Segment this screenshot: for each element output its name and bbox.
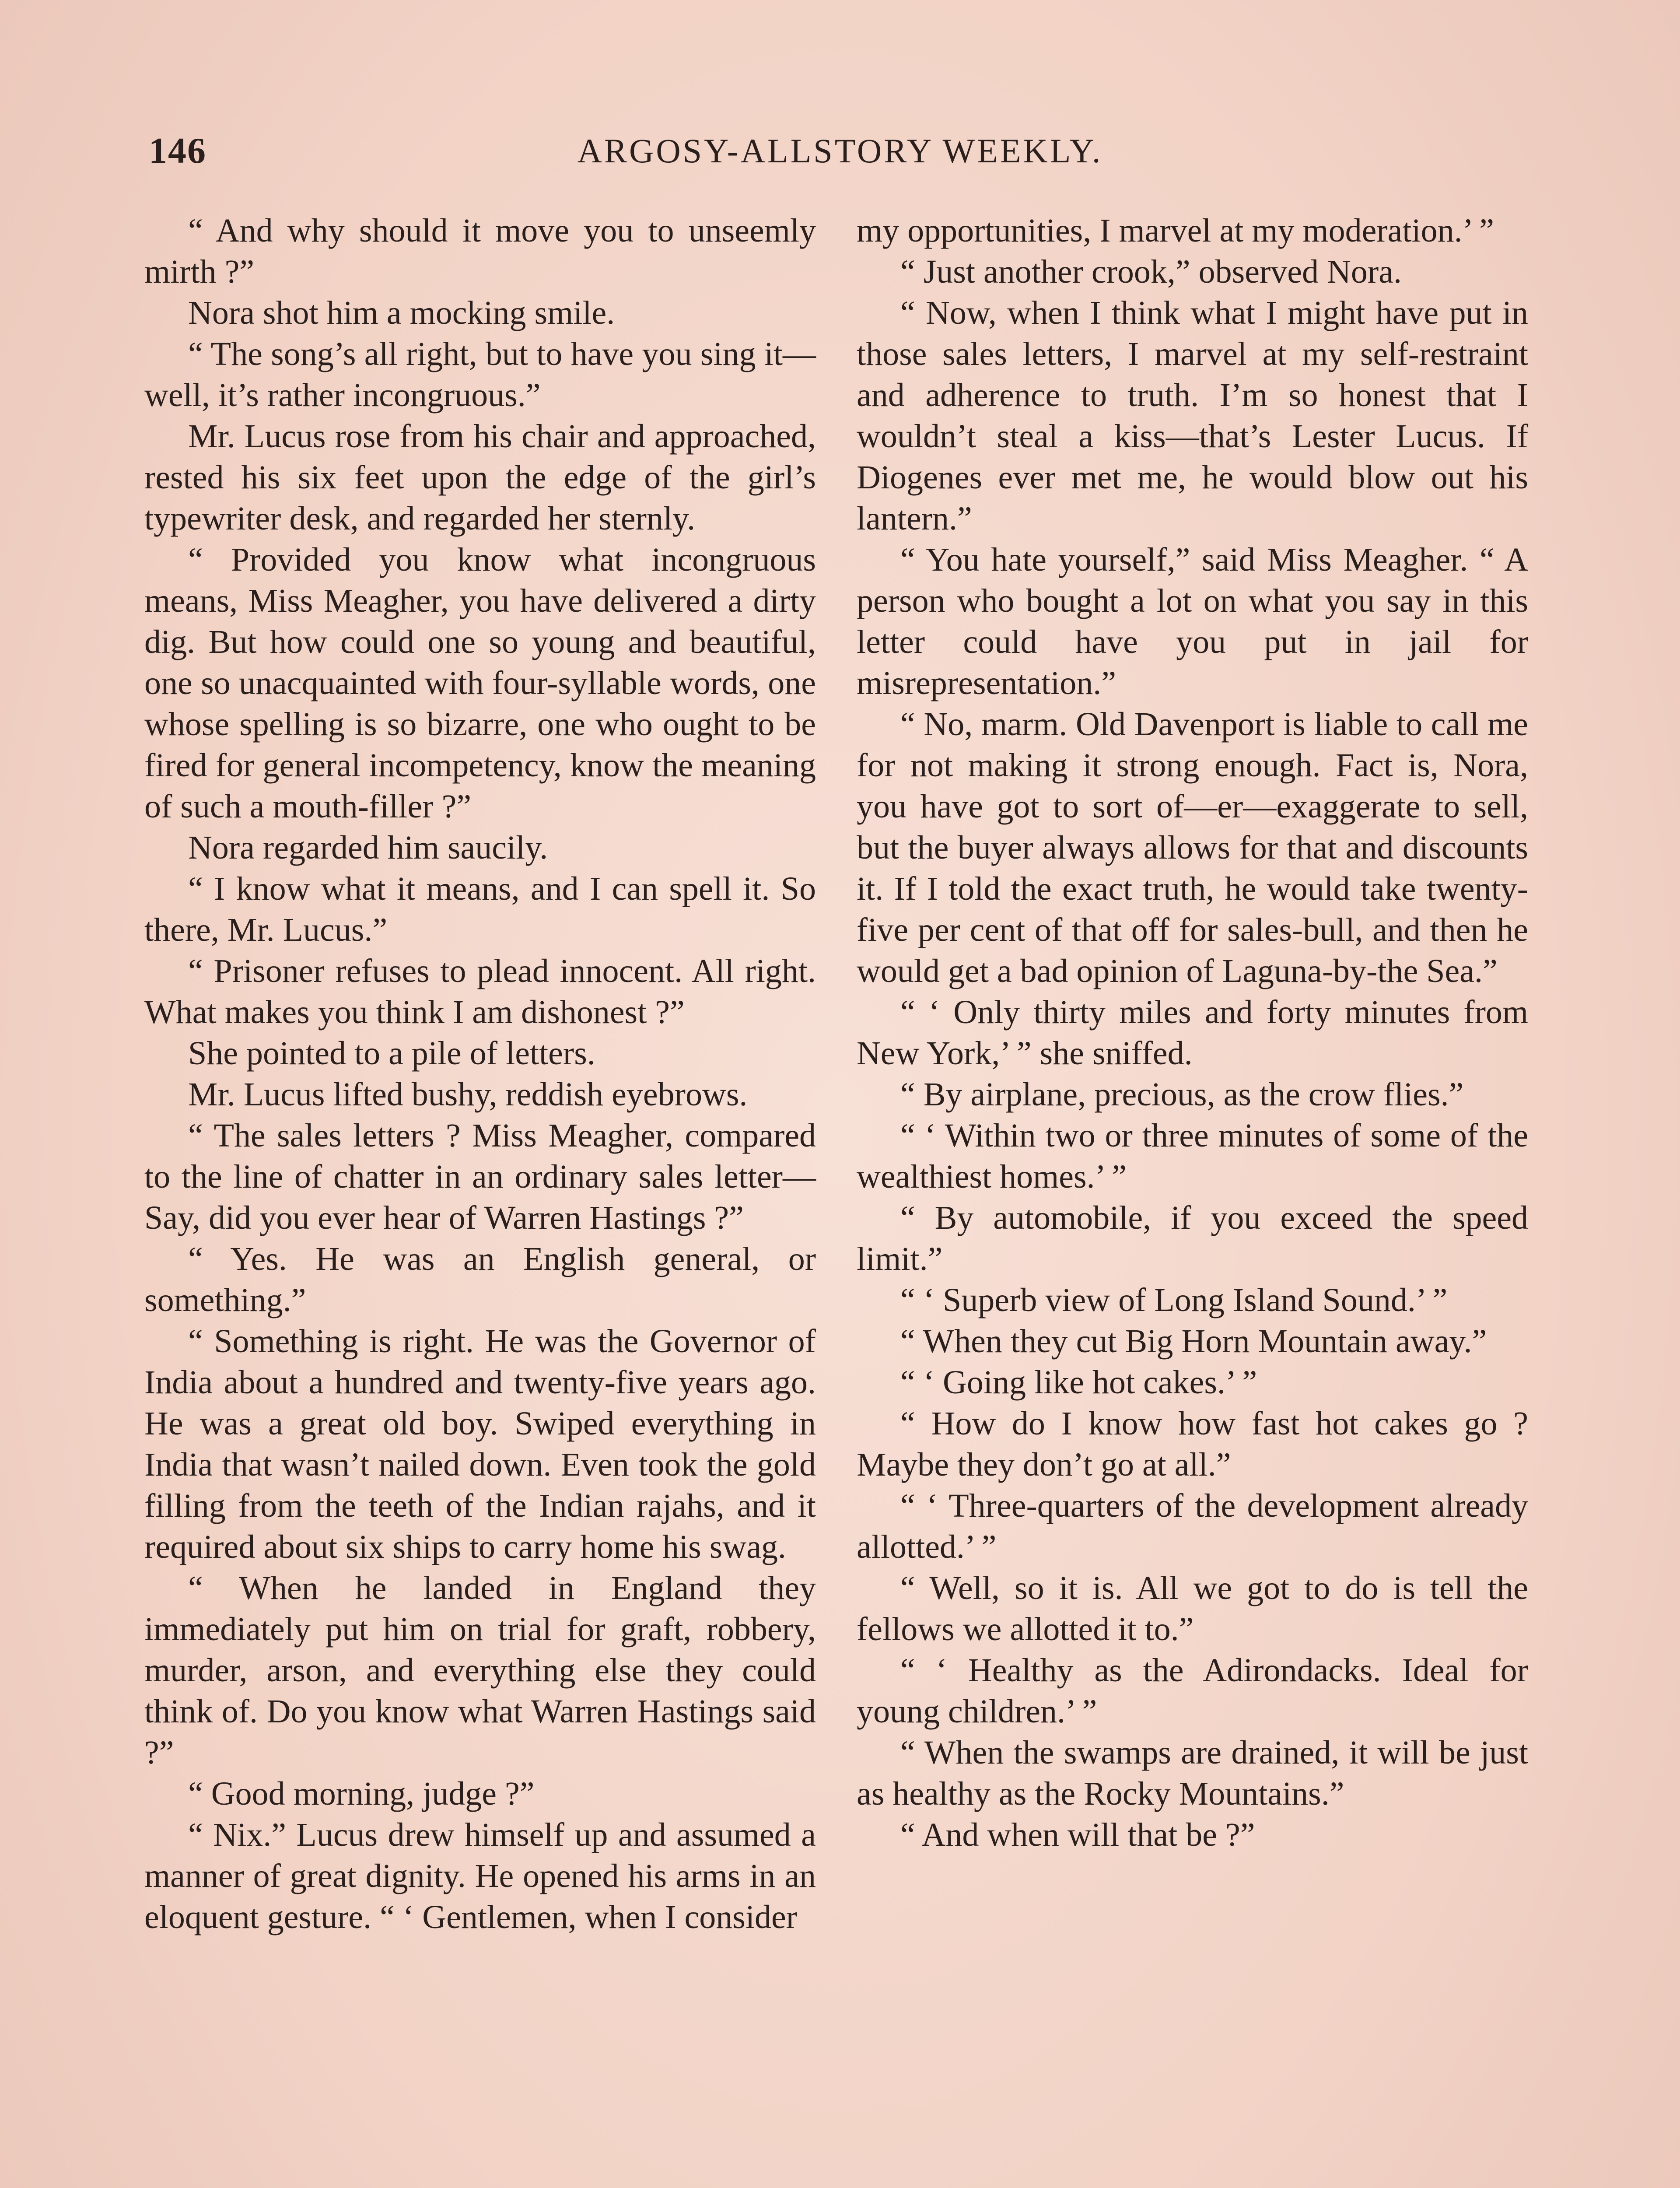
paragraph: “ The song’s all right, but to have you sing it—well, it’s rather incongruous.”	[144, 336, 816, 414]
page-number: 146	[149, 130, 206, 171]
paragraph: “ Nix.” Lucus drew himself up and assumed a manner of great dignity. He opened his arms in an eloquent gesture. “ ‘ Gentlemen, when I consider	[144, 1816, 816, 1936]
paragraph: “ ‘ Only thirty miles and forty minutes from New York,’ ” she sniffed.	[857, 994, 1528, 1072]
paragraph: Nora regarded him saucily.	[188, 829, 548, 866]
paragraph: “ ‘ Superb view of Long Island Sound.’ ”	[900, 1282, 1448, 1318]
paragraph: “ By automobile, if you exceed the speed limit.”	[857, 1199, 1528, 1277]
paragraph: Mr. Lucus rose from his chair and approached, rested his six feet upon the edge of the girl’s typewriter desk, and regarded her sternly.	[144, 418, 816, 537]
paragraph: “ The sales letters ? Miss Meagher, compared to the line of chatter in an ordinary sales letter— Say, did you ever hear of Warren Hastings ?”	[144, 1117, 816, 1236]
paragraph: “ ‘ Three-quarters of the development already allotted.’ ”	[857, 1487, 1528, 1565]
paragraph: “ When they cut Big Horn Mountain away.”	[900, 1323, 1487, 1360]
paragraph: “ Prisoner refuses to plead innocent. All right. What makes you think I am dishonest ?”	[144, 953, 816, 1031]
paragraph: “ Well, so it is. All we got to do is tell the fellows we allotted it to.”	[857, 1570, 1528, 1648]
paragraph: “ By airplane, precious, as the crow flies.”	[900, 1076, 1464, 1113]
paragraph: “ When he landed in England they immediately put him on trial for graft, robbery, murder, arson, and everything else they could think of. Do you know what Warren Hastings said ?”	[144, 1570, 816, 1771]
paragraph: “ How do I know how fast hot cakes go ? Maybe they don’t go at all.”	[857, 1405, 1528, 1483]
paragraph: “ ‘ Healthy as the Adirondacks. Ideal for young children.’ ”	[857, 1652, 1528, 1730]
paragraph: “ ‘ Within two or three minutes of some of the wealthiest homes.’ ”	[857, 1117, 1528, 1195]
paragraph: “ Something is right. He was the Governor of India about a hundred and twenty-five years ago. He was a great old boy. Swiped everything in India that wasn’t nailed down. Even took the gold filling from the teeth of the Indian rajahs, and it required about six ships to carry home his swag.	[144, 1323, 816, 1565]
paragraph: “ No, marm. Old Davenport is liable to call me for not making it strong enough. Fact is, Nora, you have got to sort of—er—exaggerate to sell, but the buyer always allows for that and discounts it. If I told the exact truth, he would take twenty-five per cent of that off for sales-bull, and then he would get a bad opinion of Laguna-by-the Sea.”	[857, 706, 1528, 989]
paragraph: “ Good morning, judge ?”	[188, 1775, 535, 1812]
left-column	[144, 210, 816, 1938]
paragraph: Nora shot him a mocking smile.	[188, 295, 615, 331]
paragraph: Mr. Lucus lifted bushy, reddish eyebrows.	[188, 1076, 748, 1113]
page-header	[149, 127, 1531, 184]
paragraph: my opportunities, I marvel at my moderation.’ ”	[857, 212, 1494, 249]
paragraph: “ ‘ Going like hot cakes.’ ”	[900, 1364, 1257, 1401]
paragraph: “ Just another crook,” observed Nora.	[900, 253, 1402, 290]
paragraph: “ And when will that be ?”	[900, 1816, 1255, 1853]
paragraph: She pointed to a pile of letters.	[188, 1035, 595, 1072]
paragraph: “ When the swamps are drained, it will be just as healthy as the Rocky Mountains.”	[857, 1734, 1528, 1812]
paragraph: “ Yes. He was an English general, or something.”	[144, 1241, 816, 1318]
paragraph: “ You hate yourself,” said Miss Meagher. “ A person who bought a lot on what you say in this letter could have you put in jail for misrepresentation.”	[857, 541, 1528, 701]
right-column	[857, 210, 1528, 1855]
paragraph: “ And why should it move you to unseemly mirth ?”	[144, 212, 816, 290]
running-head: ARGOSY-ALLSTORY WEEKLY.	[577, 132, 1103, 170]
paragraph: “ Provided you know what incongruous means, Miss Meagher, you have delivered a dirty dig. But how could one so young and beautiful, one so unacquainted with four-syllable words, one whose spelling is so bizarre, one who ought to be fired for general incompetency, know the meaning of such a mouth-filler ?”	[144, 541, 816, 825]
paragraph: “ Now, when I think what I might have put in those sales letters, I marvel at my self-restraint and adherence to truth. I’m so honest that I wouldn’t steal a kiss—that’s Lester Lucus. If Diogenes ever met me, he would blow out his lantern.”	[857, 295, 1528, 537]
paragraph: “ I know what it means, and I can spell it. So there, Mr. Lucus.”	[144, 870, 816, 948]
